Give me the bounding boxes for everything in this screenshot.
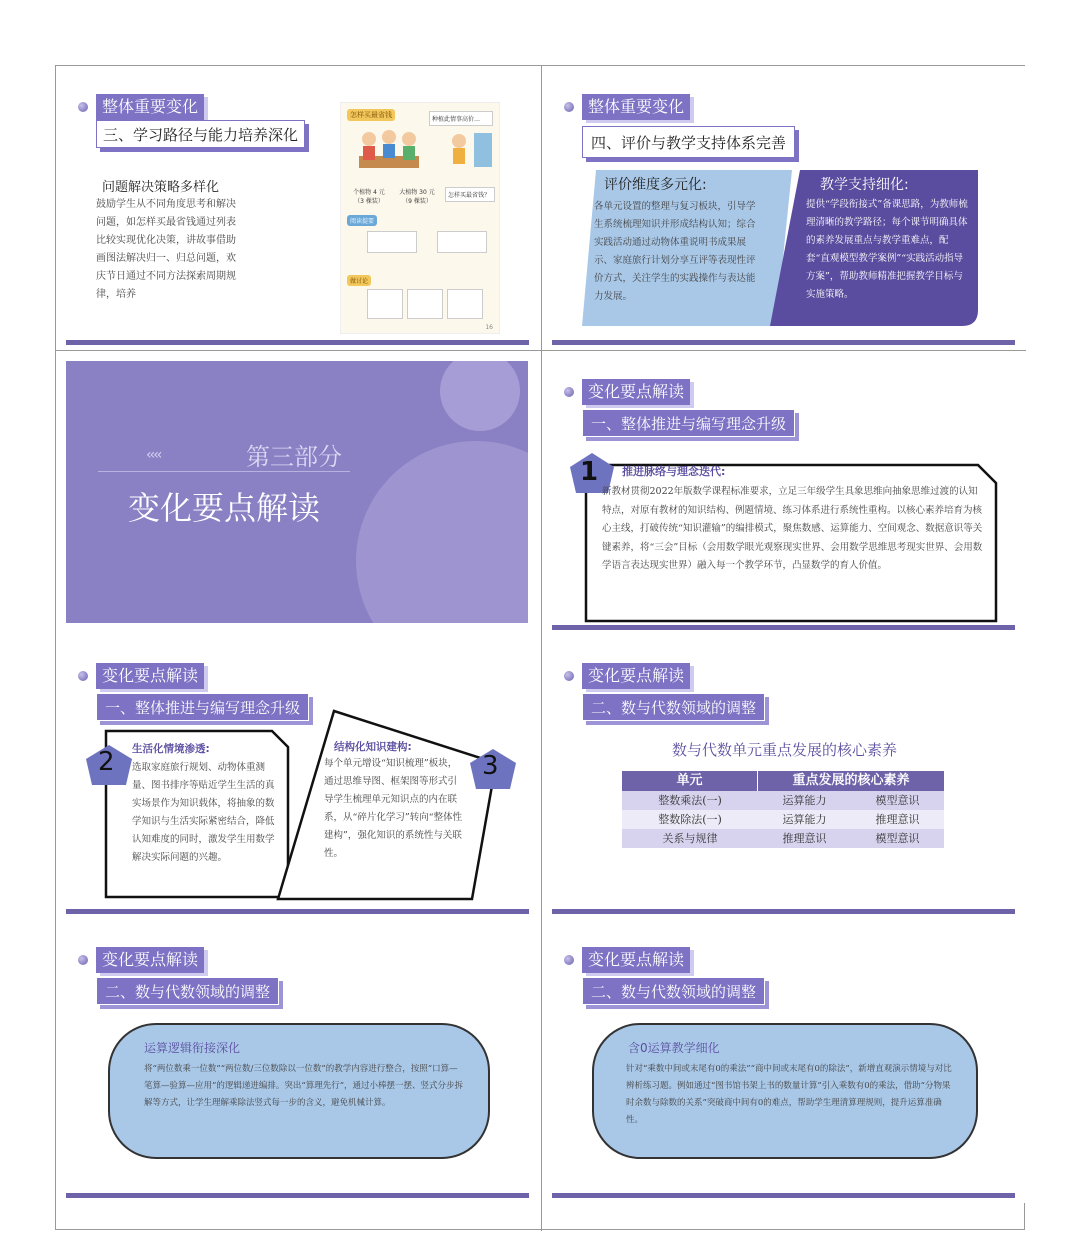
table-cell: 关系与规律: [662, 832, 718, 845]
section-cover: [66, 361, 528, 623]
right-title: 结构化知识建构:: [334, 741, 412, 753]
section-title: 变化要点解读: [128, 489, 321, 527]
slide-subtitle: 四、评价与教学支持体系完善: [582, 126, 795, 158]
slide-2[interactable]: [542, 66, 1027, 350]
slide-7[interactable]: [56, 919, 541, 1203]
slide-3[interactable]: [56, 351, 541, 635]
book-label: 怎样买最省钱: [347, 109, 395, 121]
slide-tag: 整体重要变化: [582, 94, 690, 120]
right-panel-body: 提供“学段衔接式”备课思路，为教师梳理清晰的教学路径；每个课节明确具体的素养发展重点与教学重难点，配套“直观模型教学案例”“实践活动指导方案”，帮助教师精准把握教学目标与实施策略。: [806, 199, 968, 300]
badge-number: 1: [580, 457, 599, 487]
children-illustration-icon: [349, 121, 499, 181]
cloud-title: 运算逻辑衔接深化: [144, 1041, 241, 1055]
speech-bubble: [367, 289, 403, 319]
book-label: 阅读提要: [347, 215, 377, 226]
page-number: 16: [485, 324, 493, 331]
slide-tag: 变化要点解读: [96, 663, 204, 689]
price-card: 大植物 30 元（9 棵装）: [399, 189, 435, 205]
bullet-dot: [564, 102, 574, 112]
header-cell: 重点发展的核心素养: [792, 773, 910, 788]
slide-subtitle: 二、数与代数领域的调整: [96, 977, 279, 1005]
slide-subtitle: 二、数与代数领域的调整: [582, 693, 765, 721]
table-cell: 推理意识: [875, 813, 920, 826]
bullet-dot: [78, 102, 88, 112]
slide-tag: 整体重要变化: [96, 94, 204, 120]
table-header: [622, 771, 944, 791]
table-row: [622, 810, 944, 829]
table-cell: 运算能力: [782, 794, 827, 807]
table-cell: 推理意识: [782, 832, 827, 845]
slide-1[interactable]: [56, 66, 541, 350]
header-cell: 单元: [622, 771, 758, 791]
bottom-bar: [66, 340, 529, 345]
book-label: 做讨论: [347, 275, 371, 286]
left-panel-title: 评价维度多元化:: [604, 177, 707, 193]
competency-table: [622, 771, 944, 848]
slide-subtitle: 一、整体推进与编写理念升级: [96, 693, 309, 721]
table-row: [622, 829, 944, 848]
divider-line: [98, 471, 350, 472]
slide-tag: 变化要点解读: [582, 663, 690, 689]
cloud-body: 针对“乘数中间或末尾有0的乘法”“商中间或末尾有0的除法”，新增直观演示情境与对比辨析练习题。例如通过“图书馆书架上书的数量计算”引入乘数有0的乘法，借助“分物果时余数与除数的关系”突破商中间有0的难点，帮助学生理清算理规则，提升运算准确性。: [626, 1064, 952, 1125]
decor-circle: [440, 361, 520, 431]
question-bubble: 怎样买最省钱？: [445, 187, 495, 202]
right-panel-title: 教学支持细化:: [820, 177, 909, 193]
left-title: 生活化情境渗透:: [132, 743, 210, 755]
table-cell: 模型意识: [875, 794, 920, 807]
part-label: 第三部分: [246, 443, 342, 471]
slide-grid: [55, 65, 1025, 1230]
cloud-body: 将“两位数乘一位数”“两位数/三位数除以一位数”的教学内容进行整合，按照“口算—笔算—验算—应用”的逻辑递进编排。突出“算理先行”，通过小棒摆一摆、竖式分步拆解等方式，让学生理解乘除法竖式每一步的含义，避免机械计算。: [144, 1064, 464, 1108]
cloud-title: 含0运算教学细化: [628, 1041, 720, 1055]
section-heading: 问题解决策略多样化: [102, 180, 220, 195]
bottom-bar: [552, 340, 1015, 345]
speech-bubble: [407, 289, 443, 319]
slide-5[interactable]: [56, 635, 541, 919]
slide-8[interactable]: [542, 919, 1027, 1203]
content-body: 新教材贯彻2022年版数学课程标准要求，立足三年级学生具象思维向抽象思维过渡的认知特点，对原有教材的知识结构、例题情境、练习体系进行系统性重构。以核心素养培育为核心主线，打破传统“知识灌输”的编排模式，聚焦数感、运算能力、空间观念、数据意识等关键素养，将“三会”目标（会用数学眼光观察现实世界、会用数学思维思考现实世界、会用数学语言表达现实世界）融入每一个教学环节，凸显数学的育人价值。: [602, 486, 983, 571]
bullet-dot: [78, 671, 88, 681]
slide-4[interactable]: [542, 351, 1027, 635]
table-cell: 整数除法(一): [658, 813, 722, 826]
price-card: 个植物 4 元（3 棵装）: [353, 189, 385, 205]
section-body: 鼓励学生从不同角度思考和解决问题，如怎样买最省钱通过列表比较实现优化决策，讲故事借助画图法解决归一、归总问题，欢庆节日通过不同方法探索周期规律，培养: [96, 199, 236, 300]
table-row: [622, 791, 944, 810]
slide-subtitle: 三、学习路径与能力培养深化: [96, 120, 305, 148]
table-cell: 模型意识: [875, 832, 920, 845]
bottom-bar: [66, 909, 529, 914]
bottom-bar: [552, 625, 1015, 630]
textbook-page-image: [340, 102, 500, 334]
badge-number: 3: [482, 751, 499, 781]
decor-circle: [356, 441, 528, 623]
arrows-icon: ‹‹‹‹: [146, 447, 161, 463]
speech-bubble: 种植此情事高价…: [429, 111, 493, 126]
slide-subtitle: 一、整体推进与编写理念升级: [582, 409, 795, 437]
bullet-dot: [564, 955, 574, 965]
slide-tag: 变化要点解读: [582, 947, 690, 973]
speech-bubble: [367, 231, 417, 253]
table-cell: 整数乘法(一): [658, 794, 722, 807]
badge-number: 2: [98, 747, 115, 777]
left-panel-body: 各单元设置的整理与复习板块，引导学生系统梳理知识并形成结构认知；综合实践活动通过动物体重说明书成果展示、家庭旅行计划分享互评等表现性评价方式，关注学生的实践操作与表达能力发展。: [594, 201, 756, 302]
bullet-dot: [78, 955, 88, 965]
bullet-dot: [564, 387, 574, 397]
slide-tag: 变化要点解读: [582, 379, 690, 405]
table-title: 数与代数单元重点发展的核心素养: [671, 741, 897, 759]
bottom-bar: [66, 1193, 529, 1198]
table-cell: 运算能力: [782, 813, 827, 826]
slide-6[interactable]: [542, 635, 1027, 919]
slide-subtitle: 二、数与代数领域的调整: [582, 977, 765, 1005]
left-body: 选取家庭旅行规划、动物体重测量、图书排序等贴近学生生活的真实场景作为知识载体，将抽象的数学知识与生活实际紧密结合，降低认知难度的同时，激发学生用数学解决实际问题的兴趣。: [132, 762, 275, 863]
bottom-bar: [552, 909, 1015, 914]
speech-bubble: [437, 231, 487, 253]
content-title: 推进脉络与理念迭代:: [622, 465, 726, 478]
bullet-dot: [564, 671, 574, 681]
right-body: 每个单元增设“知识梳理”板块，通过思维导图、框架图等形式引导学生梳理单元知识点的内在联系，从“碎片化学习”转向“整体性建构”，强化知识的系统性与关联性。: [324, 758, 463, 859]
bottom-bar: [552, 1193, 1015, 1198]
speech-bubble: [447, 289, 483, 319]
slide-tag: 变化要点解读: [96, 947, 204, 973]
